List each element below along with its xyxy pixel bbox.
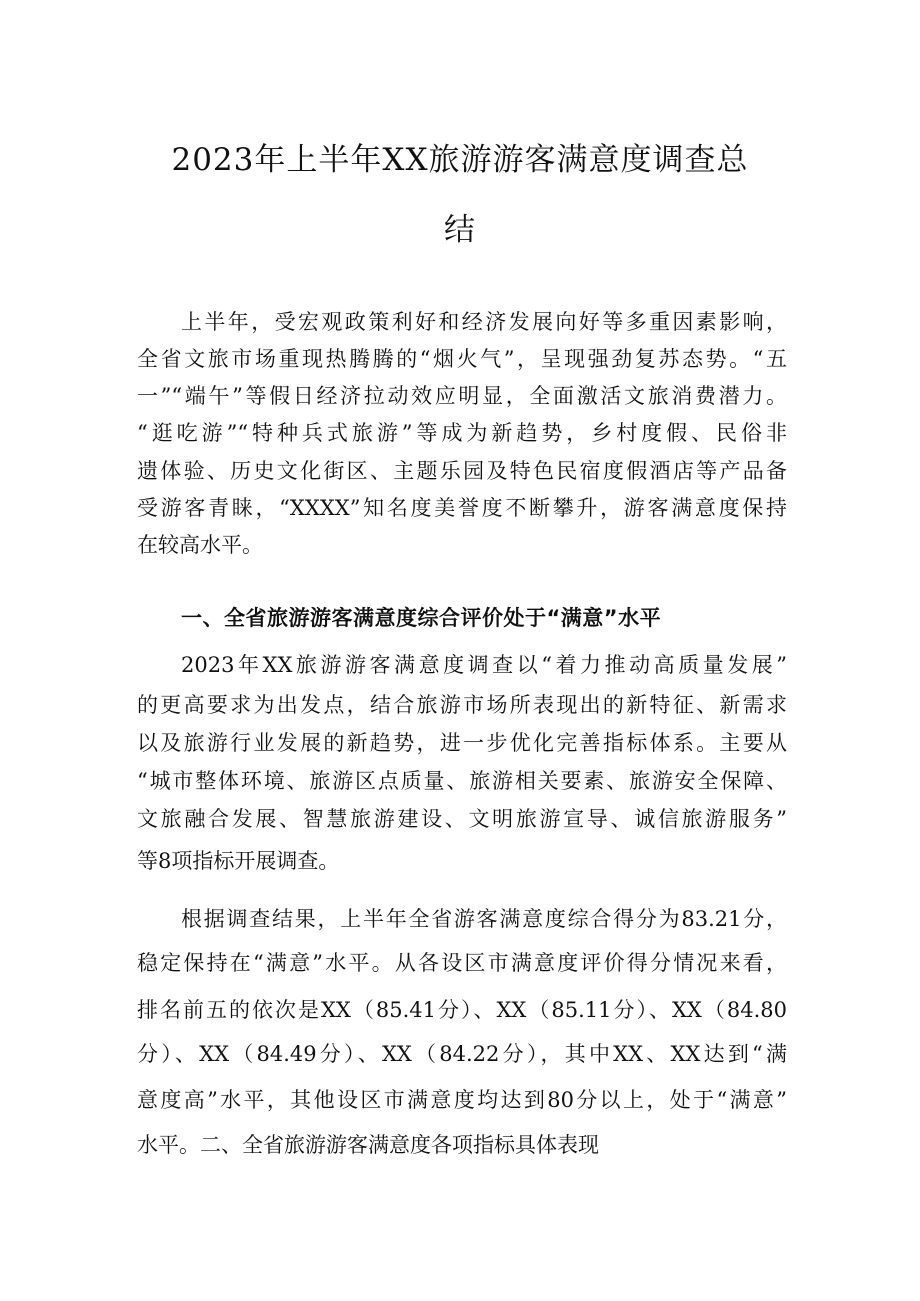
intro-line: 在较高水平。 [137, 533, 263, 557]
para3-line: 排名前五的依次是XX（85.41分）、XX（85.11分）、XX（84.80 [137, 998, 787, 1022]
para2-line: 的更高要求为出发点，结合旅游市场所表现出的新特征、新需求 [137, 693, 787, 717]
para2-line: 以及旅游行业发展的新趋势，进一步优化完善指标体系。主要从 [137, 731, 787, 755]
para2-line: “城市整体环境、旅游区点质量、旅游相关要素、旅游安全保障、 [137, 769, 787, 793]
intro-line: 遗体验、历史文化街区、主题乐园及特色民宿度假酒店等产品备 [137, 459, 787, 483]
para3-line: 稳定保持在“满意”水平。从各设区市满意度评价得分情况来看， [137, 951, 787, 975]
document-title-line-1: 2023年上半年XX旅游游客满意度调查总 [171, 142, 749, 178]
para3-line: 分）、XX（84.49分）、XX（84.22分），其中XX、XX达到“满 [137, 1042, 787, 1066]
intro-line: “逛吃游”“特种兵式旅游”等成为新趋势，乡村度假、民俗非 [137, 421, 787, 445]
para3-line: 根据调查结果，上半年全省游客满意度综合得分为83.21分， [181, 907, 787, 931]
para3-line: 水平。二、全省旅游游客满意度各项指标具体表现 [137, 1133, 599, 1157]
section-heading-1: 一、全省旅游游客满意度综合评价处于“满意”水平 [181, 606, 662, 630]
intro-line: 受游客青睐，“XXXX”知名度美誉度不断攀升，游客满意度保持 [137, 496, 787, 520]
para2-line: 文旅融合发展、智慧旅游建设、文明旅游宣导、诚信旅游服务” [137, 807, 787, 831]
intro-line: 一”“端午”等假日经济拉动效应明显，全面激活文旅消费潜力。 [137, 384, 787, 408]
document-title-line-2: 结 [444, 212, 476, 248]
intro-line: 全省文旅市场重现热腾腾的“烟火气”，呈现强劲复苏态势。“五 [137, 347, 787, 371]
intro-line: 上半年，受宏观政策利好和经济发展向好等多重因素影响， [181, 310, 787, 334]
para3-line: 意度高”水平，其他设区市满意度均达到80分以上，处于“满意” [137, 1088, 787, 1112]
para2-line: 等8项指标开展调查。 [137, 849, 340, 873]
para2-line: 2023年XX旅游游客满意度调查以“着力推动高质量发展” [181, 653, 787, 677]
